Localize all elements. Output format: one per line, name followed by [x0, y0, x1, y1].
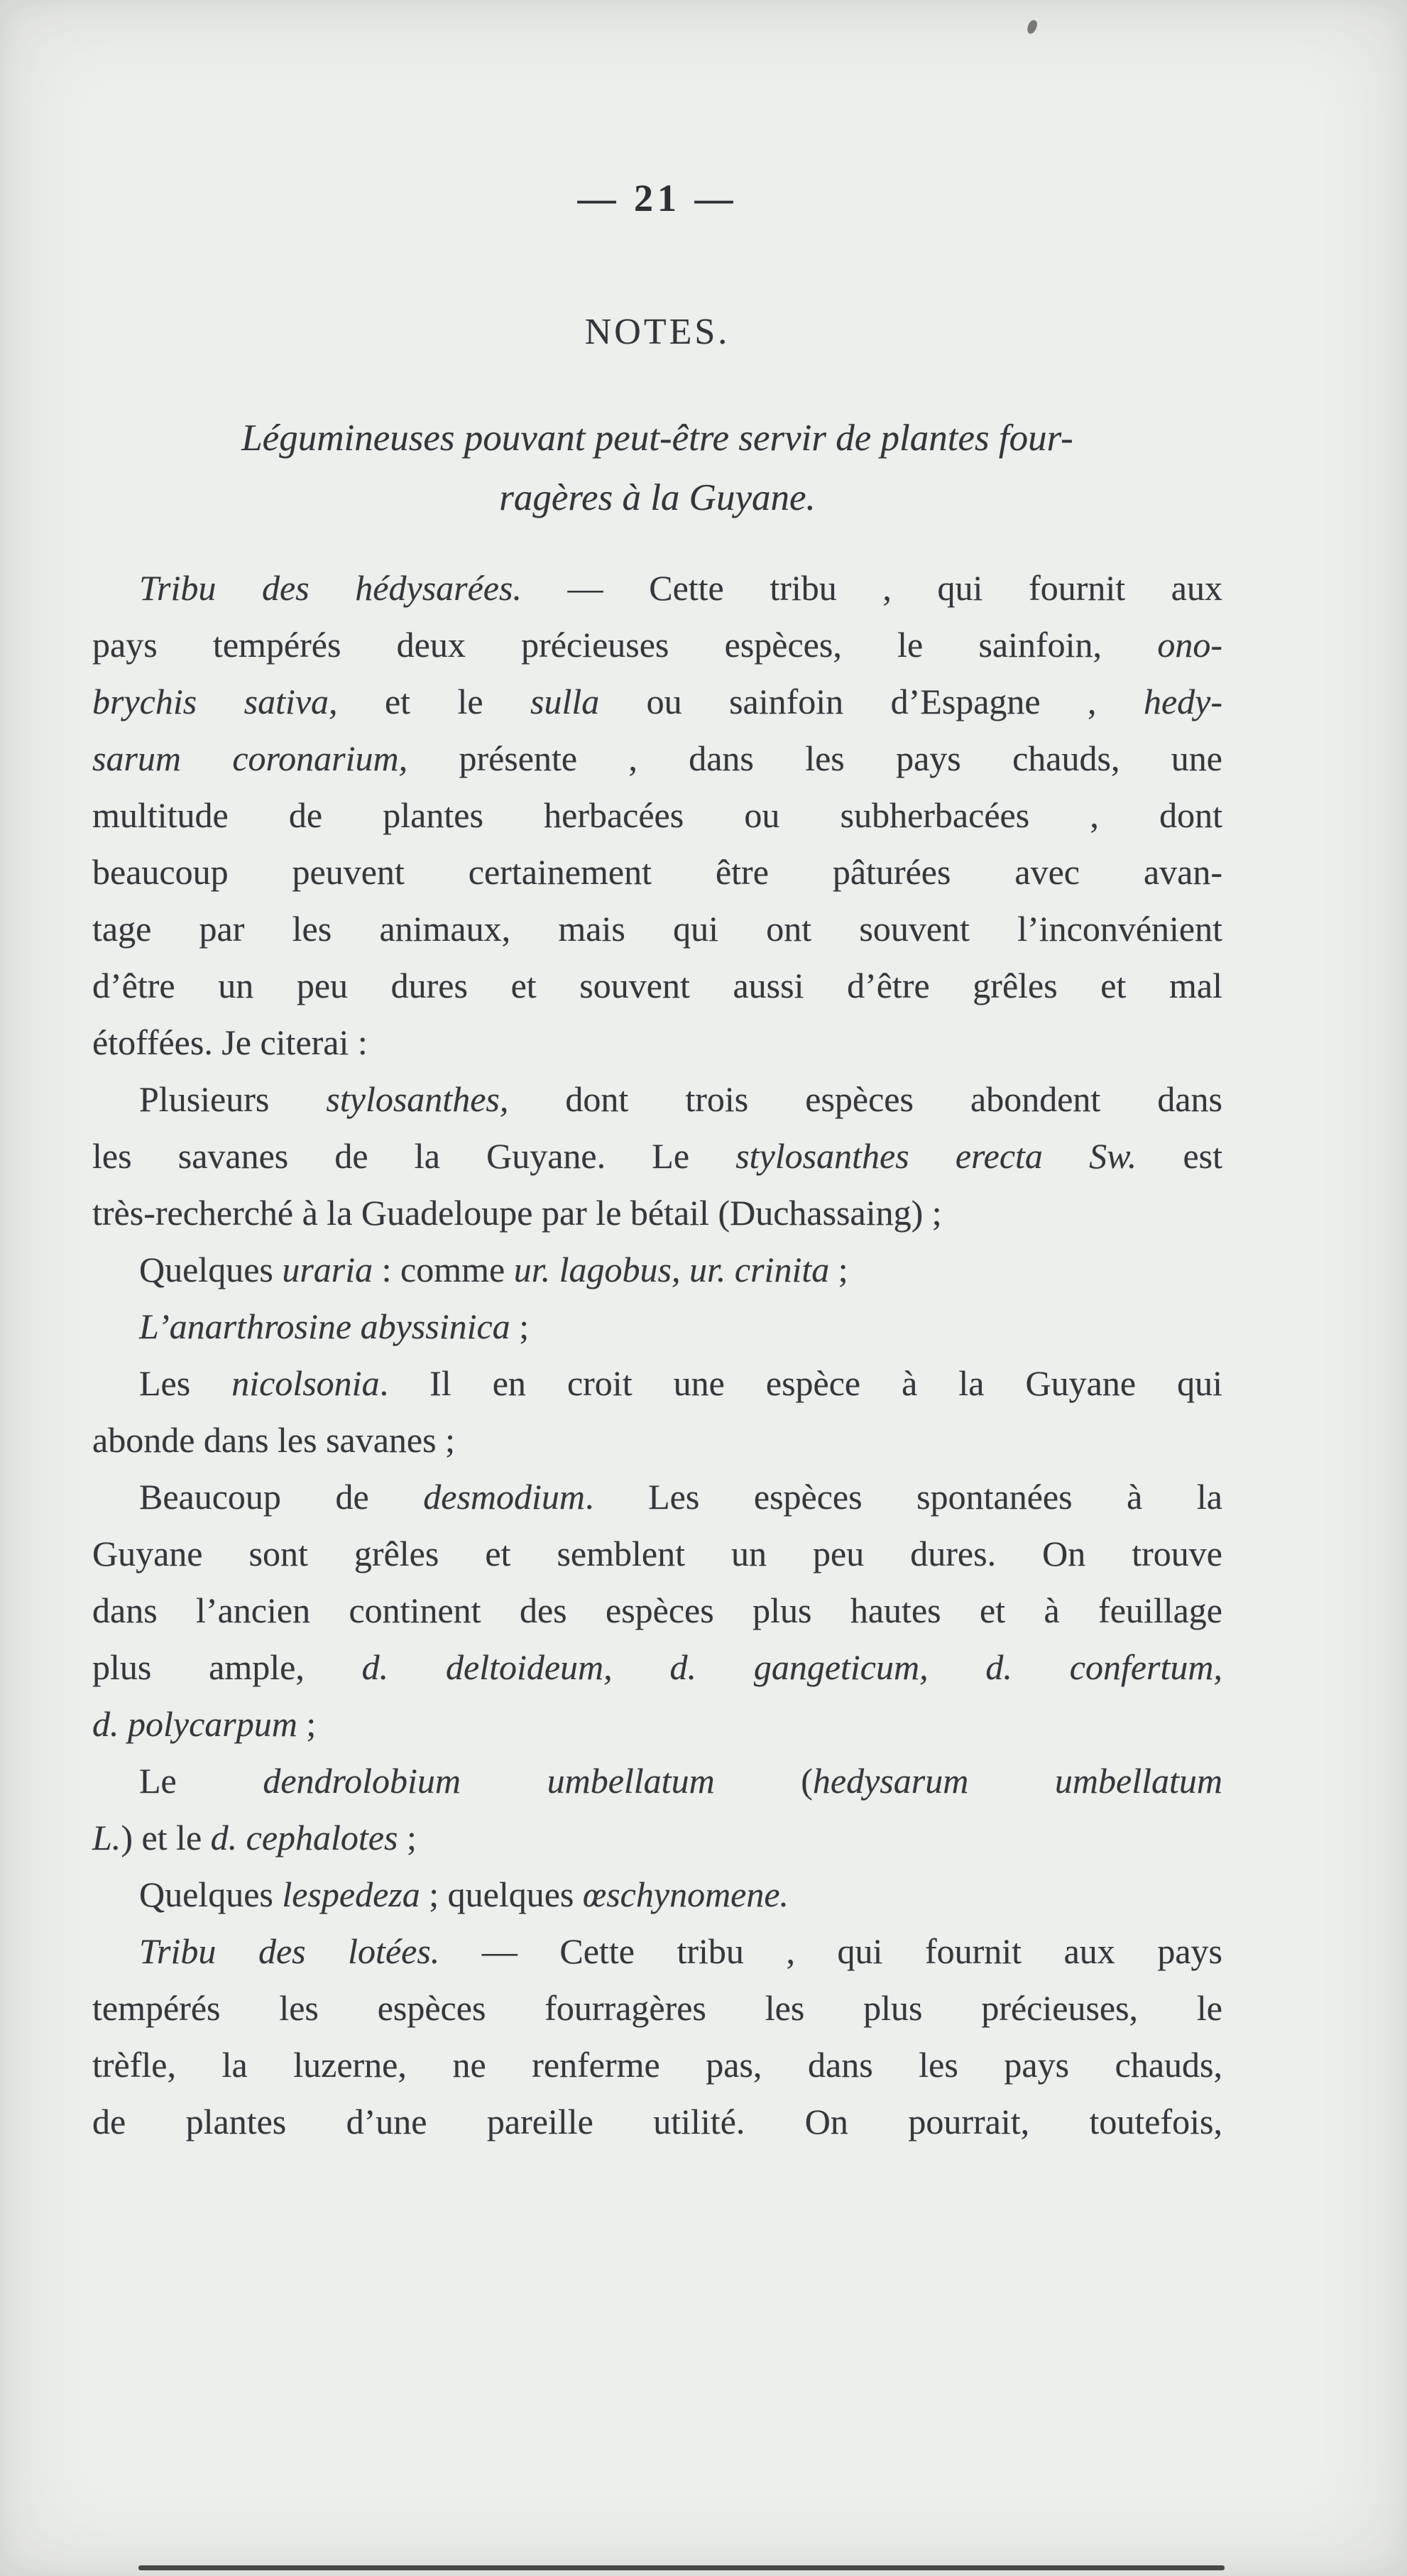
italic-text: ur. lagobus, ur. crinita [513, 1250, 830, 1289]
italic-text: stylosanthes erecta Sw. [735, 1136, 1137, 1176]
text-line [92, 1696, 1222, 1752]
roman-text: Beaucoup de [139, 1477, 424, 1517]
roman-text: ) et le [121, 1818, 211, 1857]
body-text [92, 560, 1222, 2150]
text-line [92, 2036, 1222, 2093]
roman-text: : comme [373, 1250, 514, 1289]
italic-text: stylosanthes, [326, 1079, 509, 1119]
text-line [92, 1014, 1222, 1071]
text-line [92, 1241, 1222, 1298]
roman-text: dont trois espèces abondent dans [508, 1079, 1222, 1119]
text-line [92, 1752, 1222, 1809]
text-line [92, 1298, 1222, 1355]
italic-text: Légumineuses pouvant peut-être servir de plantes four- [241, 417, 1073, 459]
roman-text: ( [714, 1761, 813, 1801]
italic-text: dendrolobium umbellatum [263, 1761, 715, 1801]
notes-heading: NOTES. [584, 312, 730, 352]
italic-text: uraria [282, 1250, 373, 1289]
text-line [92, 900, 1222, 957]
text-line [92, 408, 1222, 468]
text-line [92, 1184, 1222, 1241]
roman-text: ; [510, 1306, 530, 1346]
roman-text: trèfle, la luzerne, ne renferme pas, dans les pays chauds, [92, 2045, 1222, 2085]
text-line [92, 1412, 1222, 1468]
text-line [92, 1809, 1222, 1866]
text-line [92, 1923, 1222, 1980]
italic-text: sulla [530, 682, 600, 721]
scan-edge-artifact [138, 2565, 1225, 2570]
roman-text: ; [398, 1818, 417, 1857]
text-line [92, 616, 1222, 673]
page-number: — 21 — [577, 177, 738, 219]
italic-text: ono- [1157, 625, 1222, 665]
roman-text: très-recherché à la Guadeloupe par le bétail (Duchassaing) ; [92, 1193, 942, 1233]
roman-text: plus ample, [92, 1647, 362, 1687]
roman-text: de plantes d’une pareille utilité. On pourrait, toutefois, [92, 2102, 1222, 2141]
italic-text: lespedeza [282, 1874, 420, 1914]
italic-text: Tribu des hédysarées. [139, 568, 522, 608]
roman-text: Quelques [139, 1874, 283, 1914]
roman-text: Les [139, 1363, 232, 1403]
roman-text: pays tempérés deux précieuses espèces, le sainfoin, [92, 625, 1158, 665]
roman-text: d’être un peu dures et souvent aussi d’être grêles et mal [92, 966, 1222, 1005]
text-line [92, 560, 1222, 616]
roman-text: tempérés les espèces fourragères les plus précieuses, le [92, 1988, 1222, 2028]
italic-text: hedy- [1143, 682, 1222, 721]
roman-text: et le [337, 682, 530, 721]
roman-text: . Il en croit une espèce à la Guyane qui [379, 1363, 1222, 1403]
italic-text: d. deltoideum, d. gangeticum, d. confertum, [361, 1647, 1222, 1687]
section-title [92, 408, 1222, 528]
roman-text: est [1137, 1136, 1223, 1176]
roman-text: multitude de plantes herbacées ou subherbacées , dont [92, 795, 1222, 835]
text-line [92, 1128, 1222, 1184]
text-line [92, 468, 1222, 528]
roman-text: ; [829, 1250, 848, 1289]
text-line [92, 957, 1222, 1014]
roman-text: Guyane sont grêles et semblent un peu dures. On trouve [92, 1534, 1222, 1573]
text-line [92, 1071, 1222, 1128]
italic-text: œschynomene. [582, 1874, 789, 1914]
text-line [92, 730, 1222, 787]
roman-text: présente , dans les pays chauds, une [407, 738, 1222, 778]
roman-text: Quelques [139, 1250, 283, 1289]
italic-text: d. cephalotes [210, 1818, 398, 1857]
roman-text: abonde dans les savanes ; [92, 1420, 455, 1460]
italic-text: Tribu des lotées. [139, 1931, 440, 1971]
italic-text: L’anarthrosine abyssinica [139, 1306, 510, 1346]
italic-text: ragères à la Guyane. [499, 477, 816, 518]
roman-text: — Cette tribu , qui fournit aux [521, 568, 1222, 608]
italic-text: nicolsonia [231, 1363, 380, 1403]
text-line [92, 787, 1222, 844]
ink-speck [1026, 19, 1039, 36]
text-line [92, 1866, 1222, 1923]
roman-text: Plusieurs [139, 1079, 327, 1119]
text-line [92, 1980, 1222, 2036]
roman-text: tage par les animaux, mais qui ont souvent l’inconvénient [92, 909, 1222, 949]
roman-text: ou sainfoin d’Espagne , [599, 682, 1144, 721]
text-line [92, 2093, 1222, 2150]
text-line [92, 1468, 1222, 1525]
text-line [92, 1525, 1222, 1582]
roman-text: beaucoup peuvent certainement être pâturées avec avan- [92, 852, 1222, 892]
italic-text: brychis sativa, [92, 682, 338, 721]
roman-text: Le [139, 1761, 263, 1801]
text-line [92, 673, 1222, 730]
roman-text: les savanes de la Guyane. Le [92, 1136, 736, 1176]
italic-text: desmodium [423, 1477, 586, 1517]
text-line [92, 1355, 1222, 1412]
italic-text: hedysarum umbellatum [812, 1761, 1222, 1801]
text-line [92, 844, 1222, 900]
text-line [92, 1582, 1222, 1639]
text-line [92, 1639, 1222, 1696]
roman-text: ; [297, 1704, 317, 1744]
italic-text: sarum coronarium, [92, 738, 408, 778]
roman-text: étoffées. Je citerai : [92, 1022, 368, 1062]
roman-text: . Les espèces spontanées à la [585, 1477, 1222, 1517]
roman-text: ; quelques [420, 1874, 583, 1914]
roman-text: — Cette tribu , qui fournit aux pays [439, 1931, 1222, 1971]
italic-text: d. polycarpum [92, 1704, 297, 1744]
italic-text: L. [92, 1818, 121, 1857]
roman-text: dans l’ancien continent des espèces plus hautes et à feuillage [92, 1590, 1222, 1630]
